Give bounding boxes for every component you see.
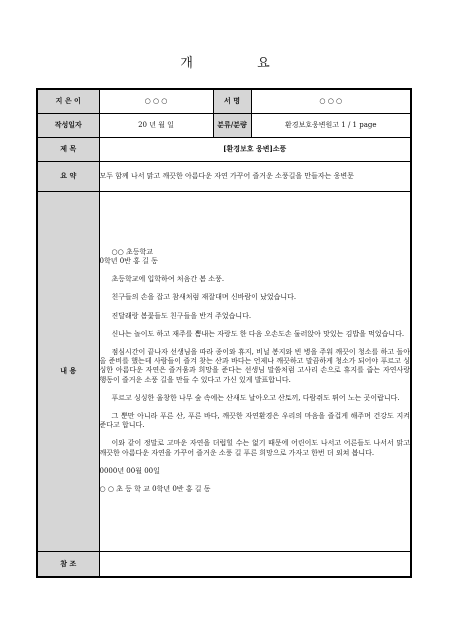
page-title: 개 요 xyxy=(180,56,300,71)
author-label: 지 은 이 xyxy=(37,89,99,113)
title-role-label: 서 명 xyxy=(213,89,251,113)
date-value: 20 년 월 일 xyxy=(99,113,213,137)
school-line: ○○ 초등학교 xyxy=(111,247,153,256)
summary-value: 모두 함께 나서 맑고 깨끗한 아름다운 자연 가꾸어 즐거운 소풍길을 만들자는 웅변문 xyxy=(99,161,411,191)
paragraph: 친구들의 손을 잡고 참새처럼 재잘대며 신바람이 났었습니다. xyxy=(111,293,297,302)
signature-line: ○ ○ 초 등 학 교 0학년 0반 홍 길 동 xyxy=(99,485,211,494)
author-value: ○ ○ ○ xyxy=(99,89,213,113)
paragraph: 초등학교에 입학하여 처음간 봄 소풍. xyxy=(111,275,225,284)
subject-value: [환경보호 웅변]소풍 xyxy=(99,137,411,161)
overview-form xyxy=(36,88,412,578)
row-reference xyxy=(37,551,411,577)
reference-value xyxy=(99,551,411,577)
paragraph: 푸르고 싱싱한 울창한 나무 숲 속에는 산새도 날아오고 산토끼, 다람쥐도 뛰어 노는 곳이랍니다. xyxy=(111,393,400,402)
category-value: 환경보호웅변원고 1 / 1 page xyxy=(251,113,411,137)
row-author xyxy=(37,89,411,113)
row-date xyxy=(37,113,411,137)
row-summary xyxy=(37,161,411,191)
paragraph: 진달래랑 봄꽃들도 친구들을 반겨 주었습니다. xyxy=(111,311,252,320)
title-role-value: ○ ○ ○ xyxy=(251,89,411,113)
date-line: 0000년 00월 00일 xyxy=(99,466,160,475)
paragraph: 점심시간이 끝나자 선생님을 따라 종이와 휴지, 비닐 봉지와 빈 병을 주워 깨끗이 청소를 하고 돌아올 준비를 했는데 사람들이 즐겨 찾는 산과 바다는 언제나 깨끗하고 말끔하게 청소가 되어야 푸르고 싱싱한 아름다운 자연은 즐거움과 희망을 준다는 선생님 말씀처럼 고사리 손으로 휴지를 줍는 자연사랑 행동이 즐거운 소풍 길을 만들 수 있다고 가신 있게 발표합니다. xyxy=(99,347,410,384)
reference-label: 참 조 xyxy=(37,551,99,577)
subject-label: 제 목 xyxy=(37,137,99,161)
row-content xyxy=(37,191,411,551)
date-label: 작성일자 xyxy=(37,113,99,137)
content-body xyxy=(99,191,411,551)
category-label: 분류/분량 xyxy=(213,113,251,137)
paragraph: 이와 같이 정말로 고마운 자연을 더럽힐 수는 없기 때문에 어린이도 나서고 어른들도 나서서 맑고 깨끗한 아름다운 자연을 가꾸어 즐거운 소풍 길 푸른 희망으로 가자고 한번 더 외쳐 봅니다. xyxy=(99,439,410,457)
paragraph: 그 뿐만 아니라 푸른 산, 푸른 바다, 깨끗한 자연환경은 우리의 마음을 즐겁게 해주며 건강도 지켜준다고 합니다. xyxy=(99,412,410,430)
student-line: 0학년 0반 홍 길 동 xyxy=(99,256,158,265)
paragraph: 신나는 놀이도 하고 재주를 뽐내는 자랑도 한 다음 오손도손 둘러앉아 맛있는 김밥을 먹었습니다. xyxy=(111,329,405,338)
row-subject xyxy=(37,137,411,161)
content-label: 내 용 xyxy=(37,191,99,551)
summary-label: 요 약 xyxy=(37,161,99,191)
